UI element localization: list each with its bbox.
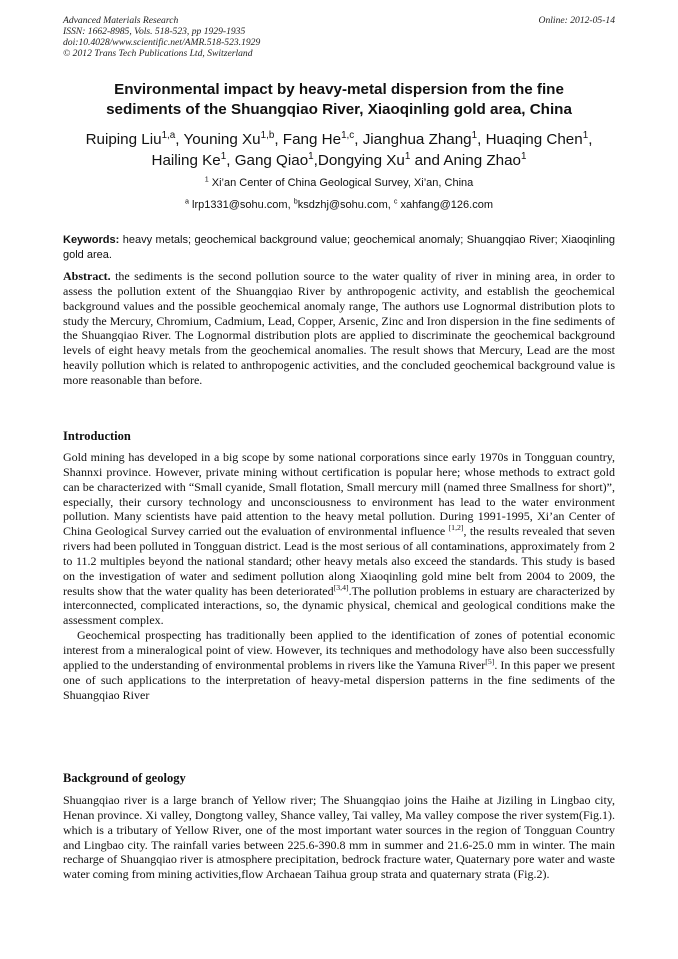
introduction-heading: Introduction (63, 429, 131, 443)
abstract (63, 269, 615, 388)
author: Gang Qiao$^1$, (234, 150, 318, 169)
online-date: Online: 2012-05-14 (538, 15, 615, 26)
author: Aning Zhao$^1$ (443, 150, 527, 169)
abstract-label: Abstract. (63, 269, 111, 283)
email-link[interactable]: lrp1331@sohu.com, (188, 199, 294, 211)
author: Ruiping Liu$^{1,a}$, (85, 129, 184, 148)
geology-body: Shuangqiao river is a large branch of Yellow river; The Shuangqiao joins the Haihe at Jiziling in Lingbao city, Henan province. Xi valley, Dongtong valley, Shance valley, Tai valley, Ma valley compose the river system(Fig.1). which is a tributary of Yellow River, one of the most important water sources in the region of Tongguan Country and Lingbao city. The rainfall varies between 225.6-390.8 mm in summer and 21.6-25.0 mm in winter. The main recharge of Shuangqiao river is atmosphere precipitation, bedrock fracture water, Quaternary pore water and waste water coming from mining activities,flow Archaean Taihua group strata and quaternary strata (Fig.2). (63, 793, 615, 882)
author: Huaqing Chen$^1$, (485, 129, 593, 148)
geology-heading: Background of geology (63, 771, 186, 785)
keywords-label: Keywords: (63, 234, 120, 246)
author: Jianghua Zhang$^1$, (362, 129, 486, 148)
intro-paragraph-2: Geochemical prospecting has traditionally been applied to the identification of zones of potential economic interest from a mineralogical point of view. However, its techniques and methodology have also been successfully applied to the understanding of environmental problems in rivers like the Yamuna River[5]. In this paper we present one of such applications to the interpretation of heavy-metal dispersion patterns in the fine sediments of the Shuangqiao River (63, 628, 615, 702)
author: Dongying Xu$^1$ and (317, 150, 444, 169)
journal-copyright: © 2012 Trans Tech Publications Ltd, Switzerland (63, 48, 253, 59)
citation[interactable]: [5] (485, 656, 495, 666)
journal-header (63, 15, 615, 59)
journal-issn: ISSN: 1662-8985, Vols. 518-523, pp 1929-1935 (63, 26, 246, 37)
citation[interactable]: [3,4] (333, 582, 349, 592)
email-link[interactable]: ksdzhj@sohu.com, (297, 199, 394, 211)
author: Hailing Ke$^1$, (151, 150, 235, 169)
author: Youning Xu$^{1,b}$, (183, 129, 283, 148)
abstract-text: the sediments is the second pollution source to the water quality of river in mining area, in order to assess the pollution extent of the Shuangqiao River by anthropogenic activity, and establish the geochemical background values and the possible geochemical anomaly range, The authors use Lognormal distribution plots to study the Mercury, Chromium, Cadmium, Lead, Copper, Arsenic, Zinc and Iron dispersion in the fine sediments of the Shuangqiao River. The Lognormal distribution plots are applied to discriminate the geochemical background levels of eight heavy metals from the geochemical anomalies. The result shows that Mercury, Lead are the most heavily pollution which is related to anthropogenic activities, and the concluded geochemical background value is more reasonable than before. (63, 269, 615, 387)
paper-title (63, 80, 615, 120)
introduction-body (63, 450, 615, 702)
journal-name: Advanced Materials Research (63, 15, 179, 26)
intro-paragraph-1: Gold mining has developed in a big scope by some national corporations since early 1970s in Tongguan country, Shannxi province. However, private mining without certification is popular here; whose methods to extract gold can be characterized with “Small cyanide, Small flotation, Small mercury mill (named three Smallness for short)”, especially, their cursory technology and unconsciousness to environment has lead to the water environment pollution. Many scientists have paid attention to the heavy metal pollution. During 1991-1995, Xi’an Center of China Geological Survey carried out the evaluation of environmental influence [1,2], the results revealed that seven rivers had been polluted in Tongguan district. Lead is the most serious of all contaminations, approximately from 2 to 11.2 multiples beyond the national standard; other heavy metals also exceed the standards. This study is based on the investigation of water and sediment pollution along Xiaoqinling gold mine belt from 2004 to 2009, the results show that the water quality has been deteriorated[3,4].The pollution problems in estuary are characterized by interconnected, complicated interactions, so, the dynamic physical, chemical and geological conditions make the assessment complex. (63, 450, 616, 628)
citation[interactable]: [1,2] (448, 523, 464, 533)
author: Fang He$^{1,c}$, (282, 129, 363, 148)
affiliation: $^1$ Xi’an Center of China Geological Survey, Xi’an, China (204, 175, 474, 189)
author-list (63, 129, 615, 171)
title-line-2: sediments of the Shuangqiao River, Xiaoqinling gold area, China (106, 101, 572, 118)
author-emails: $^a$ lrp1331@sohu.com, $^b$ksdzhj@sohu.com, $^c$ xahfang@126.com (185, 197, 493, 211)
journal-doi: doi:10.4028/www.scientific.net/AMR.518-523.1929 (63, 37, 261, 48)
title-line-1: Environmental impact by heavy-metal dispersion from the fine (114, 81, 564, 98)
keywords-text: heavy metals; geochemical background value; geochemical anomaly; Shuangqiao River; Xiaoqinling gold area. (63, 234, 615, 261)
keywords (63, 233, 615, 263)
email-link[interactable]: xahfang@126.com (397, 199, 493, 211)
